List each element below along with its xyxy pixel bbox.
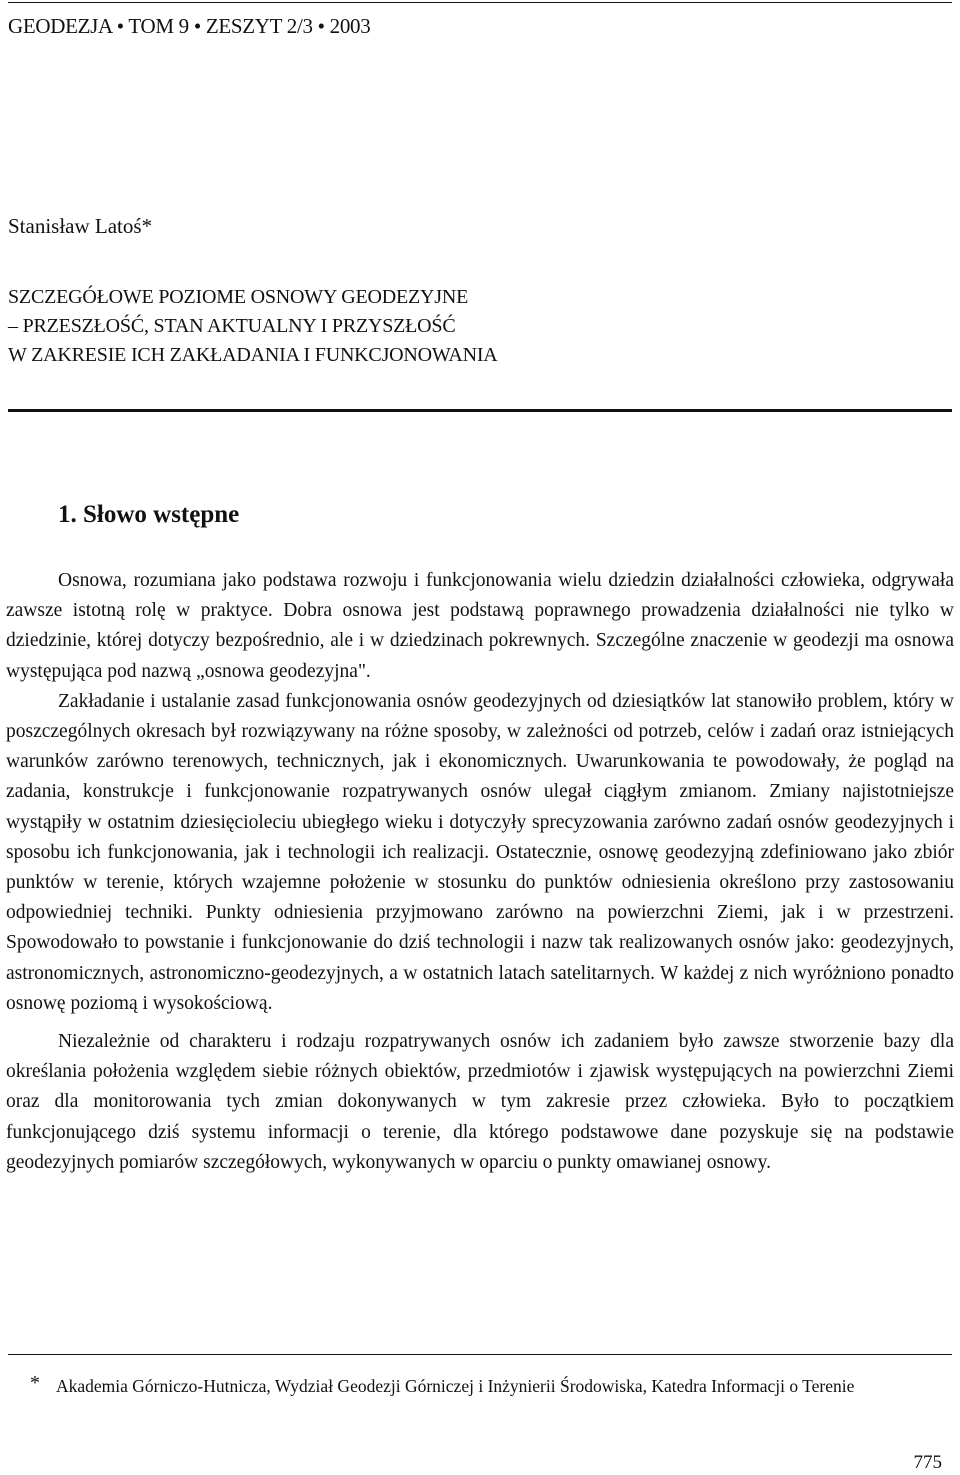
- paragraph: Osnowa, rozumiana jako podstawa rozwoju i funkcjonowania wielu dziedzin działalności człowieka, odgrywała zawsze istotną rolę w praktyce. Dobra osnowa jest podstawą poprawnego prowadzenia działalności nie tylko w dziedzinie, której dotyczy bezpośrednio, ale i w dziedzinach pokrewnych. Szczególne znaczenie w geodezji ma osnowa występująca pod nazwą „osnowa geodezyjna".: [6, 570, 954, 682]
- article-title: [8, 283, 498, 370]
- paragraph: Niezależnie od charakteru i rodzaju rozpatrywanych osnów ich zadaniem było zawsze stworzenie bazy dla określania położenia względem siebie różnych obiektów, przedmiotów i zjawisk występujących na powierzchni Ziemi oraz dla monitorowania tych zmian dokonywanych w tym zakresie przez człowieka. Było to początkiem funkcjonującego dziś systemu informacji o terenie, dla którego podstawowe dane pozyskuje się na podstawie geodezyjnych pomiarów szczegółowych, wykonywanych w oparciu o punkty omawianej osnowy.: [6, 1031, 954, 1173]
- paragraph: Zakładanie i ustalanie zasad funkcjonowania osnów geodezyjnych od dziesiątków lat stanowiło problem, który w poszczególnych okresach był rozwiązywany na różne sposoby, w zależności od potrzeb, celów i zadań oraz istniejących warunków zarówno terenowych, technicznych, jak i ekonomicznych. Uwarunkowania te powodowały, że pogląd na zadania, konstrukcje i funkcjonowanie rozpatrywanych osnów ulegał ciągłym zmianom. Zmiany najistotniejsze wystąpiły w ostatnim dziesięcioleciu ubiegłego wieku i dotyczyły sprecyzowania zarówno zadań osnów geodezyjnych i sposobu ich funkcjonowania, jak i technologii ich realizacji. Ostatecznie, osnowę geodezyjną zdefiniowano jako zbiór punktów w terenie, których wzajemne położenie w stosunku do punktów odniesienia określono przy zastosowaniu odpowiedniej techniki. Punkty odniesienia przyjmowano zarówno na powierzchni Ziemi, jak i w przestrzeni. Spowodowało to powstanie i funkcjonowanie do dziś technologii i nazw tak realizowanych osnów jako: geodezyjnych, astronomicznych, astronomiczno-geodezyjnych, a w ostatnich latach satelitarnych. W każdej z nich wyróżniono ponadto osnowę poziomą i wysokościową.: [6, 690, 954, 1014]
- body-text: [6, 566, 954, 1178]
- author-name: Stanisław Latoś*: [8, 214, 153, 238]
- title-line: – PRZESZŁOŚĆ, STAN AKTUALNY I PRZYSZŁOŚĆ: [8, 315, 456, 337]
- header-rule: [8, 2, 952, 3]
- footnote: [30, 1372, 914, 1398]
- title-line: SZCZEGÓŁOWE POZIOME OSNOWY GEODEZYJNE: [8, 286, 469, 308]
- section-heading: 1. Słowo wstępne: [58, 501, 240, 528]
- page-number: 775: [913, 1452, 942, 1473]
- footnote-mark: *: [30, 1372, 40, 1394]
- footnote-rule: [8, 1354, 952, 1355]
- title-rule: [8, 409, 952, 412]
- footnote-text: Akademia Górniczo-Hutnicza, Wydział Geodezji Górniczej i Inżynierii Środowiska, Katedra Informacji o Terenie: [56, 1376, 855, 1396]
- title-line: W ZAKRESIE ICH ZAKŁADANIA I FUNKCJONOWANIA: [8, 344, 498, 366]
- journal-header: GEODEZJA • TOM 9 • ZESZYT 2/3 • 2003: [8, 14, 371, 38]
